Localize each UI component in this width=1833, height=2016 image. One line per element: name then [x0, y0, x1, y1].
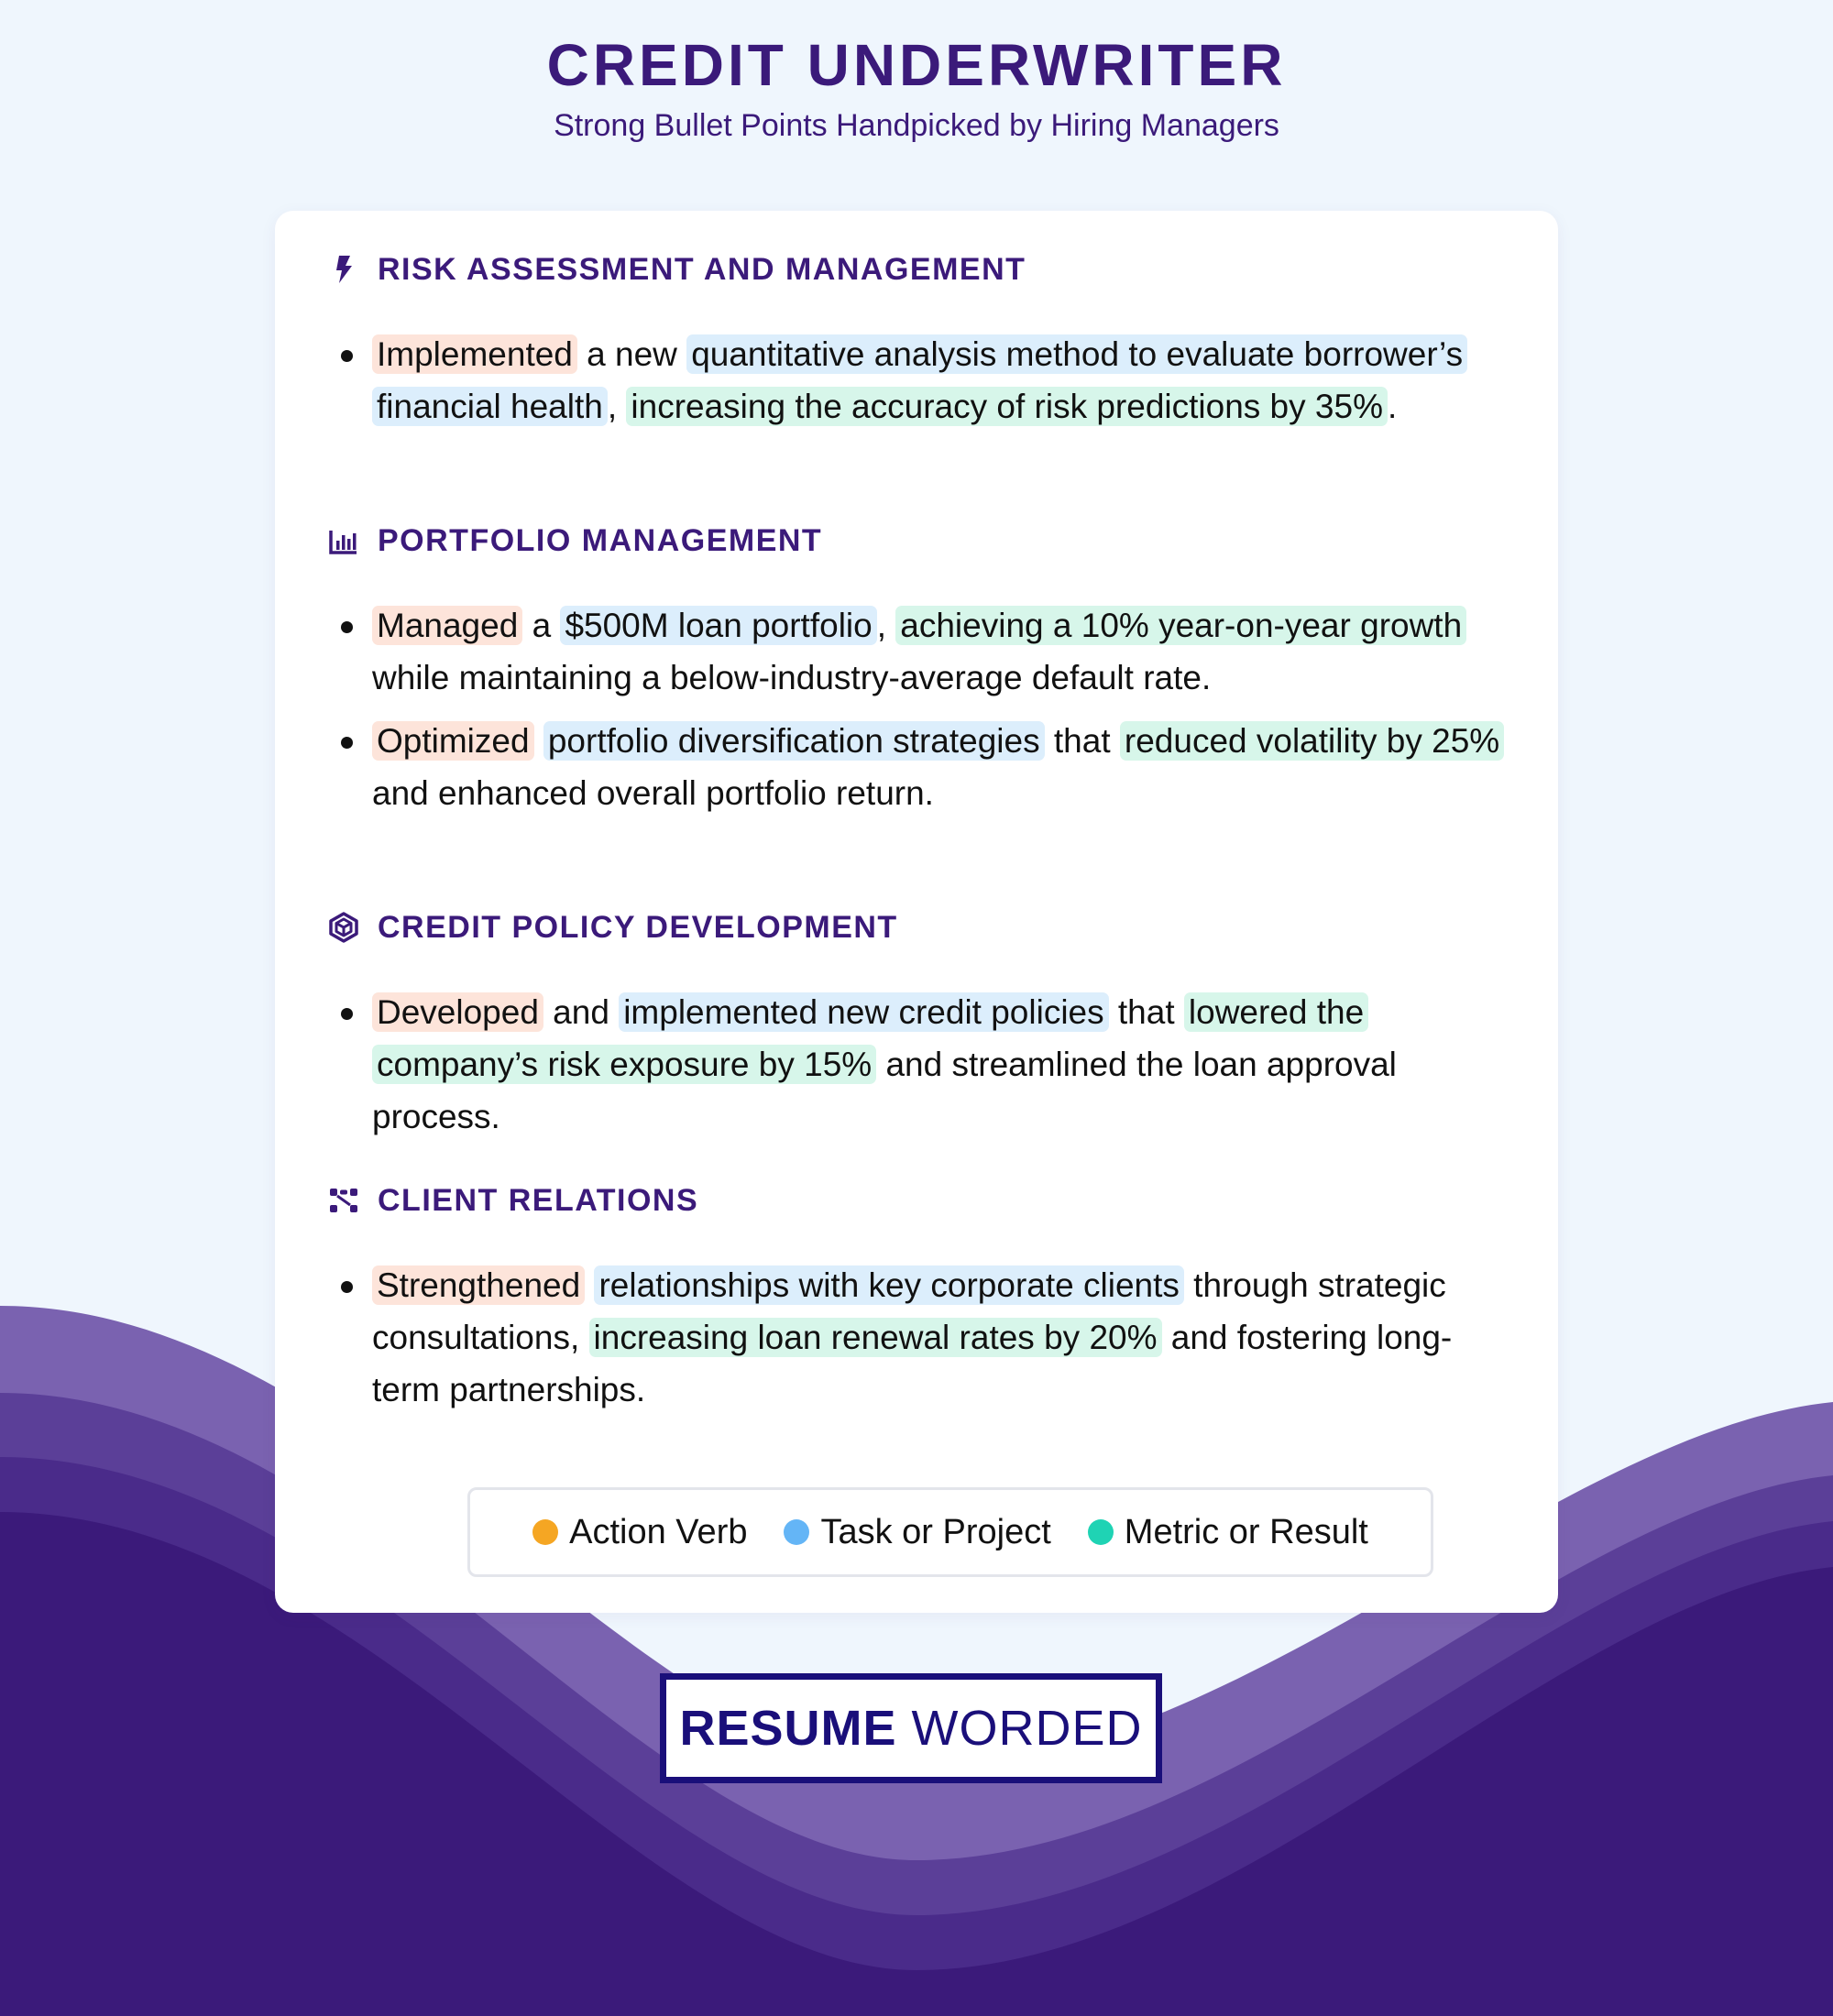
logo-bold-text: RESUME — [679, 1701, 897, 1756]
task-highlight: relationships with key corporate clients — [594, 1265, 1183, 1305]
metric-highlight: increasing loan renewal rates by 20% — [589, 1318, 1162, 1357]
bullet-list — [328, 986, 1520, 1143]
action-verb-highlight: Developed — [372, 992, 543, 1032]
plain-text — [585, 1266, 594, 1304]
legend-item-metric-or-result — [1088, 1513, 1368, 1552]
teal-dot-icon — [1088, 1519, 1114, 1545]
section-header — [328, 907, 1520, 948]
plain-text: and fostering long-term partnerships. — [372, 1319, 1453, 1408]
page-title: CREDIT UNDERWRITER — [546, 32, 1287, 98]
bullet-item — [328, 328, 1520, 433]
legend-label: Task or Project — [820, 1512, 1051, 1551]
network-icon — [328, 1185, 359, 1216]
bullet-list — [328, 599, 1520, 819]
bullet-item — [328, 1259, 1520, 1416]
action-verb-highlight: Optimized — [372, 721, 534, 761]
section-title: PORTFOLIO MANAGEMENT — [378, 522, 823, 558]
metric-highlight: increasing the accuracy of risk predictions by 35% — [626, 387, 1388, 426]
plain-text: that — [1044, 722, 1120, 760]
section-credit-policy — [328, 907, 1520, 1154]
task-highlight: implemented new credit policies — [619, 992, 1108, 1032]
plain-text: while maintaining a below-industry-average default rate. — [372, 659, 1212, 696]
legend-item-task-or-project — [784, 1513, 1050, 1552]
blue-dot-icon — [784, 1519, 809, 1545]
section-header — [328, 249, 1520, 290]
bar-chart-icon — [328, 525, 359, 556]
plain-text: and enhanced overall portfolio return. — [372, 774, 934, 812]
logo-light-text: WORDED — [911, 1701, 1143, 1756]
metric-highlight: achieving a 10% year-on-year growth — [895, 606, 1466, 645]
section-header — [328, 520, 1520, 561]
plain-text: and — [543, 993, 620, 1031]
action-verb-highlight: Strengthened — [372, 1265, 585, 1305]
section-title: RISK ASSESSMENT AND MANAGEMENT — [378, 251, 1026, 287]
metric-highlight: reduced volatility by 25% — [1120, 721, 1504, 761]
bullet-list — [328, 1259, 1520, 1416]
plain-text: , — [876, 607, 896, 644]
legend-item-action-verb — [532, 1513, 747, 1552]
section-portfolio-management — [328, 520, 1520, 830]
plain-text: and streamlined the loan approval process. — [372, 1046, 1397, 1135]
section-risk-assessment — [328, 249, 1520, 444]
section-header — [328, 1180, 1520, 1221]
legend-label: Action Verb — [569, 1512, 748, 1551]
plain-text: , — [607, 388, 627, 425]
metric-highlight: lowered the company’s risk exposure by 15% — [372, 992, 1368, 1084]
section-title: CREDIT POLICY DEVELOPMENT — [378, 909, 898, 945]
page-header — [0, 0, 1833, 144]
orange-dot-icon — [532, 1519, 558, 1545]
task-highlight: $500M loan portfolio — [560, 606, 876, 645]
action-verb-highlight: Managed — [372, 606, 522, 645]
plain-text — [534, 722, 543, 760]
highlight-legend — [467, 1487, 1433, 1577]
resume-worded-logo — [660, 1673, 1162, 1783]
plain-text: that — [1108, 993, 1184, 1031]
page-subtitle: Strong Bullet Points Handpicked by Hiring Managers — [554, 108, 1279, 143]
plain-text: a new — [576, 335, 687, 373]
cube-icon — [328, 912, 359, 943]
legend-label: Metric or Result — [1124, 1512, 1368, 1551]
bullet-item — [328, 599, 1520, 704]
lightning-bolt-icon — [328, 254, 359, 285]
plain-text: through strategic consultations, — [372, 1266, 1446, 1356]
plain-text: . — [1387, 388, 1398, 425]
bullet-list — [328, 328, 1520, 433]
section-client-relations — [328, 1180, 1520, 1427]
bullet-item — [328, 715, 1520, 819]
task-highlight: quantitative analysis method to evaluate borrower’s financial health — [372, 334, 1467, 426]
bullet-item — [328, 986, 1520, 1143]
bullet-points-card — [275, 211, 1558, 1613]
plain-text: a — [522, 607, 561, 644]
section-title: CLIENT RELATIONS — [378, 1182, 699, 1218]
action-verb-highlight: Implemented — [372, 334, 577, 374]
task-highlight: portfolio diversification strategies — [543, 721, 1045, 761]
